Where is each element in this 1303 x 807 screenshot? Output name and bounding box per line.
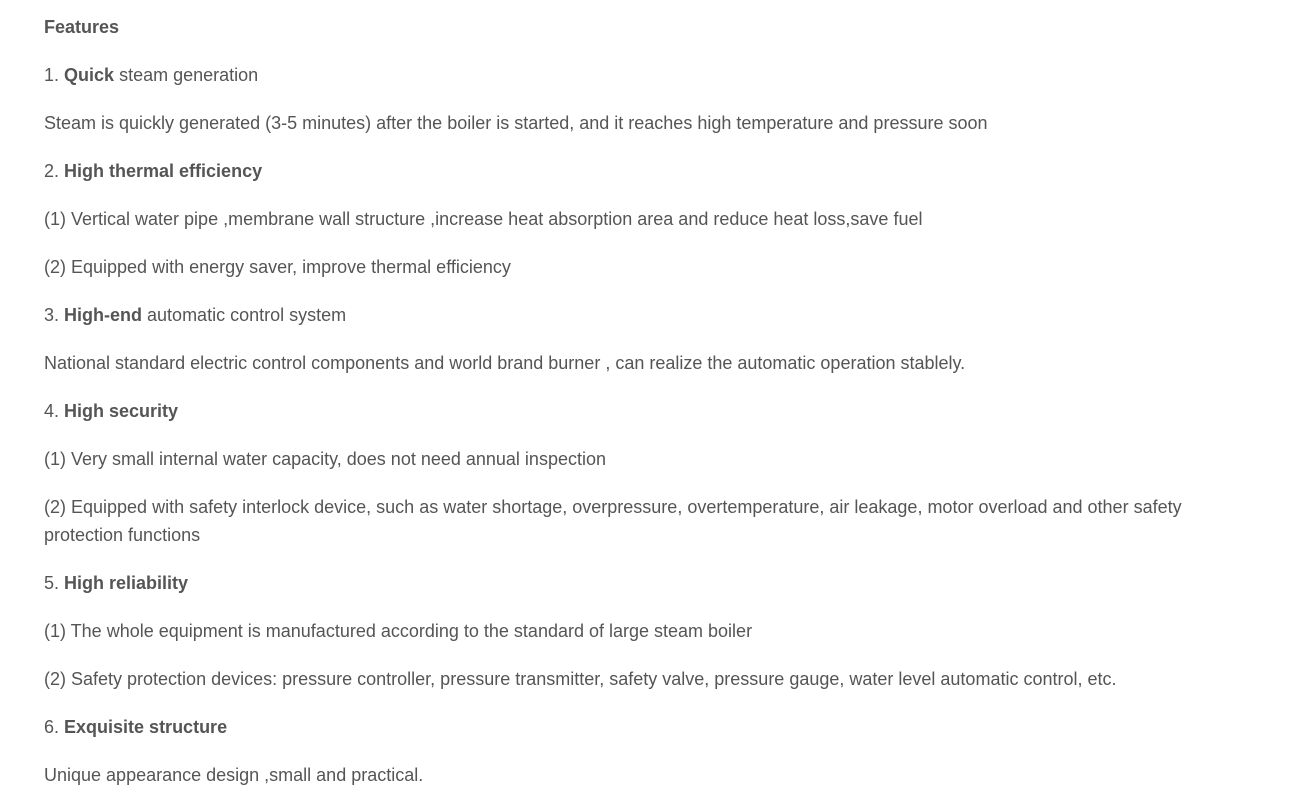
feature-description: (2) Safety protection devices: pressure controller, pressure transmitter, safety valve, pressure gauge, water level automatic control, etc. <box>44 669 1117 689</box>
feature-heading-1 <box>44 61 258 89</box>
feature-title: High security <box>64 401 179 421</box>
feature-title: Quick <box>64 65 115 85</box>
feature-number: 1. <box>44 65 60 85</box>
feature-number: 2. <box>44 161 60 181</box>
feature-description: (1) Very small internal water capacity, does not need annual inspection <box>44 449 606 469</box>
feature-heading-3 <box>44 301 346 329</box>
feature-title: High thermal efficiency <box>64 161 263 181</box>
feature-heading-6 <box>44 713 227 741</box>
feature-description: (2) Equipped with energy saver, improve thermal efficiency <box>44 257 511 277</box>
feature-number: 5. <box>44 573 60 593</box>
features-heading: Features <box>44 17 120 37</box>
feature-description: Unique appearance design ,small and practical. <box>44 765 424 785</box>
feature-number: 4. <box>44 401 60 421</box>
feature-description: (1) Vertical water pipe ,membrane wall structure ,increase heat absorption area and reduce heat loss,save fuel <box>44 209 923 229</box>
feature-heading-4 <box>44 397 178 425</box>
feature-description: Steam is quickly generated (3-5 minutes) after the boiler is started, and it reaches high temperature and pressure soon <box>44 113 988 133</box>
feature-heading-2 <box>44 157 262 185</box>
feature-description: (2) Equipped with safety interlock device, such as water shortage, overpressure, overtemperature, air leakage, motor overload and other safety protection functions <box>44 497 1182 545</box>
feature-title: Exquisite structure <box>64 717 228 737</box>
feature-title: High-end <box>64 305 143 325</box>
feature-heading-5 <box>44 569 188 597</box>
feature-description: National standard electric control components and world brand burner , can realize the automatic operation stablely. <box>44 353 966 373</box>
feature-title-rest: automatic control system <box>142 305 347 325</box>
feature-title: High reliability <box>64 573 189 593</box>
feature-number: 3. <box>44 305 60 325</box>
feature-description: (1) The whole equipment is manufactured according to the standard of large steam boiler <box>44 621 753 641</box>
feature-title-rest: steam generation <box>114 65 259 85</box>
feature-number: 6. <box>44 717 60 737</box>
